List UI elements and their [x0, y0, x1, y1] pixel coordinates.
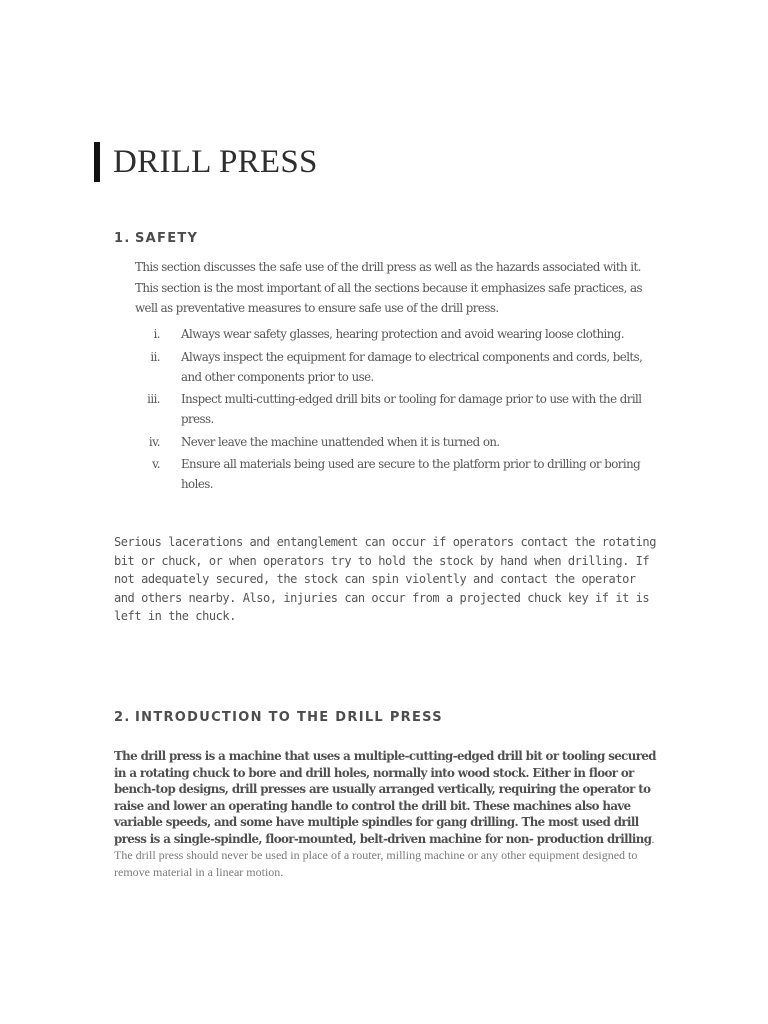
list-item — [135, 454, 660, 494]
drill-press-description-paragraph — [114, 748, 659, 880]
list-item-text: Inspect multi-cutting-edged drill bits or tooling for damage prior to use with the drill press. — [181, 392, 642, 426]
safety-rules-list — [135, 324, 660, 497]
section-title: SAFETY — [135, 231, 199, 246]
list-marker: iii. — [147, 392, 160, 406]
description-note-text: . The drill press should never be used in place of a router, milling machine or any other equipment designed to remove material in a linear motion. — [114, 831, 655, 879]
list-item-text: Ensure all materials being used are secure to the platform prior to drilling or boring holes. — [181, 457, 641, 491]
list-item-text: Always inspect the equipment for damage to electrical components and cords, belts, and other components prior to use. — [181, 349, 643, 384]
section-number: 2. — [114, 710, 131, 725]
list-marker: v. — [152, 457, 160, 471]
list-marker: ii. — [150, 349, 160, 364]
list-item-text: Never leave the machine unattended when it is turned on. — [181, 434, 500, 449]
list-item — [135, 324, 660, 344]
list-marker: i. — [153, 327, 160, 341]
safety-intro-paragraph: This section discusses the safe use of the drill press as well as the hazards associated with it. This section is the most important of all the sections because it emphasizes safe practices, as well as preventative measures to ensure safe use of the drill press. — [135, 260, 643, 315]
hazards-paragraph: Serious lacerations and entanglement can occur if operators contact the rotating bit or chuck, or when operators try to hold the stock by hand when drilling. If not adequately secured, the stock can spin violently and contact the operator and others nearby. Also, injuries can occur from a projected chuck key if it is left in the chuck. — [114, 535, 656, 623]
list-item-text: Always wear safety glasses, hearing protection and avoid wearing loose clothing. — [181, 327, 624, 341]
section-number: 1. — [114, 231, 131, 246]
section-heading-safety — [114, 231, 198, 246]
section-heading-introduction — [114, 710, 443, 725]
list-item — [135, 432, 660, 452]
document-title: DRILL PRESS — [113, 144, 318, 180]
description-main-text: The drill press is a machine that uses a multiple-cutting-edged drill bit or tooling secured in a rotating chuck to bore and drill holes, normally into wood stock. Either in floor or bench-top designs, drill presses are usually arranged vertically, requiring the operator to raise and lower an operating handle to control the drill bit. These machines also have variable speeds, and some have multiple spindles for gang drilling. The most used drill press is a single-spindle, floor-mounted, belt-driven machine for non- production drilling — [114, 749, 656, 846]
list-marker: iv. — [148, 434, 160, 449]
title-accent-bar — [94, 142, 100, 182]
list-item — [135, 347, 660, 387]
section-title: INTRODUCTION TO THE DRILL PRESS — [135, 710, 443, 725]
list-item — [135, 389, 660, 429]
title-block — [94, 142, 318, 182]
